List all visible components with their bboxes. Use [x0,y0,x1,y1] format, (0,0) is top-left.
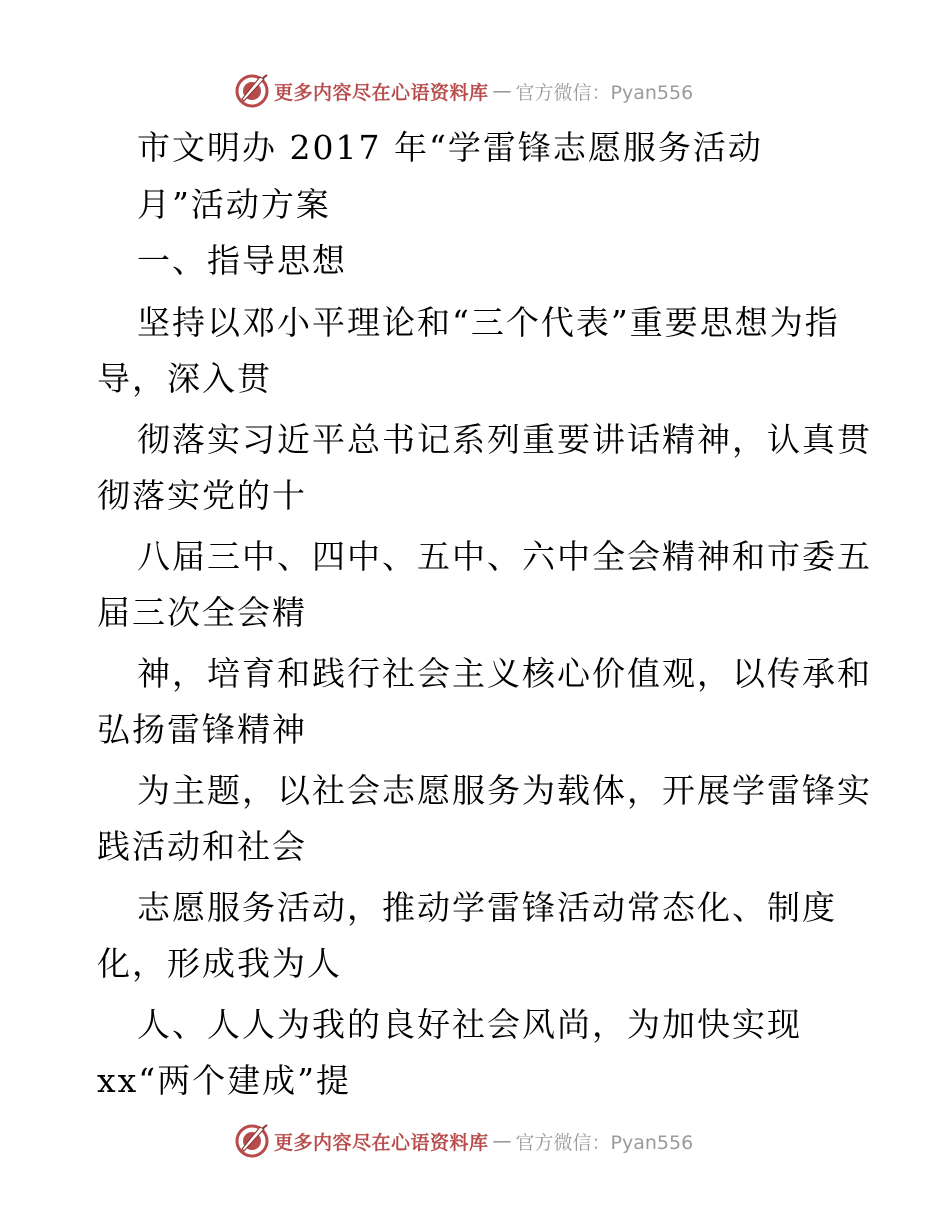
body-line: 彻落实习近平总书记系列重要讲话精神，认真贯 [137,420,872,459]
body-line: 届三次全会精 [97,593,307,632]
body-line: xx“两个建成”提 [97,1061,351,1100]
quill-pen-logo-icon [234,1123,270,1159]
banner-dash: — [492,80,512,102]
body-line: 八届三中、四中、五中、六中全会精神和市委五 [137,537,872,576]
body-line: 弘扬雷锋精神 [97,710,307,749]
body-line: 彻落实党的十 [97,476,307,515]
body-line: 践活动和社会 [97,827,307,866]
quill-pen-logo-icon [234,73,270,109]
banner-dash: — [492,1130,512,1152]
title-line-2: 月”活动方案 [137,185,331,224]
section-heading: 一、指导思想 [137,241,347,280]
banner-main-text: 更多内容尽在心语资料库 [274,1131,489,1154]
body-line: 志愿服务活动，推动学雷锋活动常态化、制度 [137,888,837,927]
footer-banner[interactable] [234,1121,693,1161]
banner-main-text: 更多内容尽在心语资料库 [274,81,489,104]
header-banner[interactable] [234,71,693,111]
body-line: 导，深入贯 [97,359,272,398]
body-line: 神，培育和践行社会主义核心价值观，以传承和 [137,654,872,693]
body-line: 化，形成我为人 [97,944,342,983]
body-line: 为主题，以社会志愿服务为载体，开展学雷锋实 [137,771,872,810]
banner-wechat-text: 官方微信：Pyan556 [515,1131,694,1154]
body-line: 坚持以邓小平理论和“三个代表”重要思想为指 [137,303,840,342]
title-line-1: 市文明办 2017 年“学雷锋志愿服务活动 [137,128,763,167]
banner-wechat-text: 官方微信：Pyan556 [515,81,694,104]
body-line: 人、人人为我的良好社会风尚，为加快实现 [137,1005,802,1044]
